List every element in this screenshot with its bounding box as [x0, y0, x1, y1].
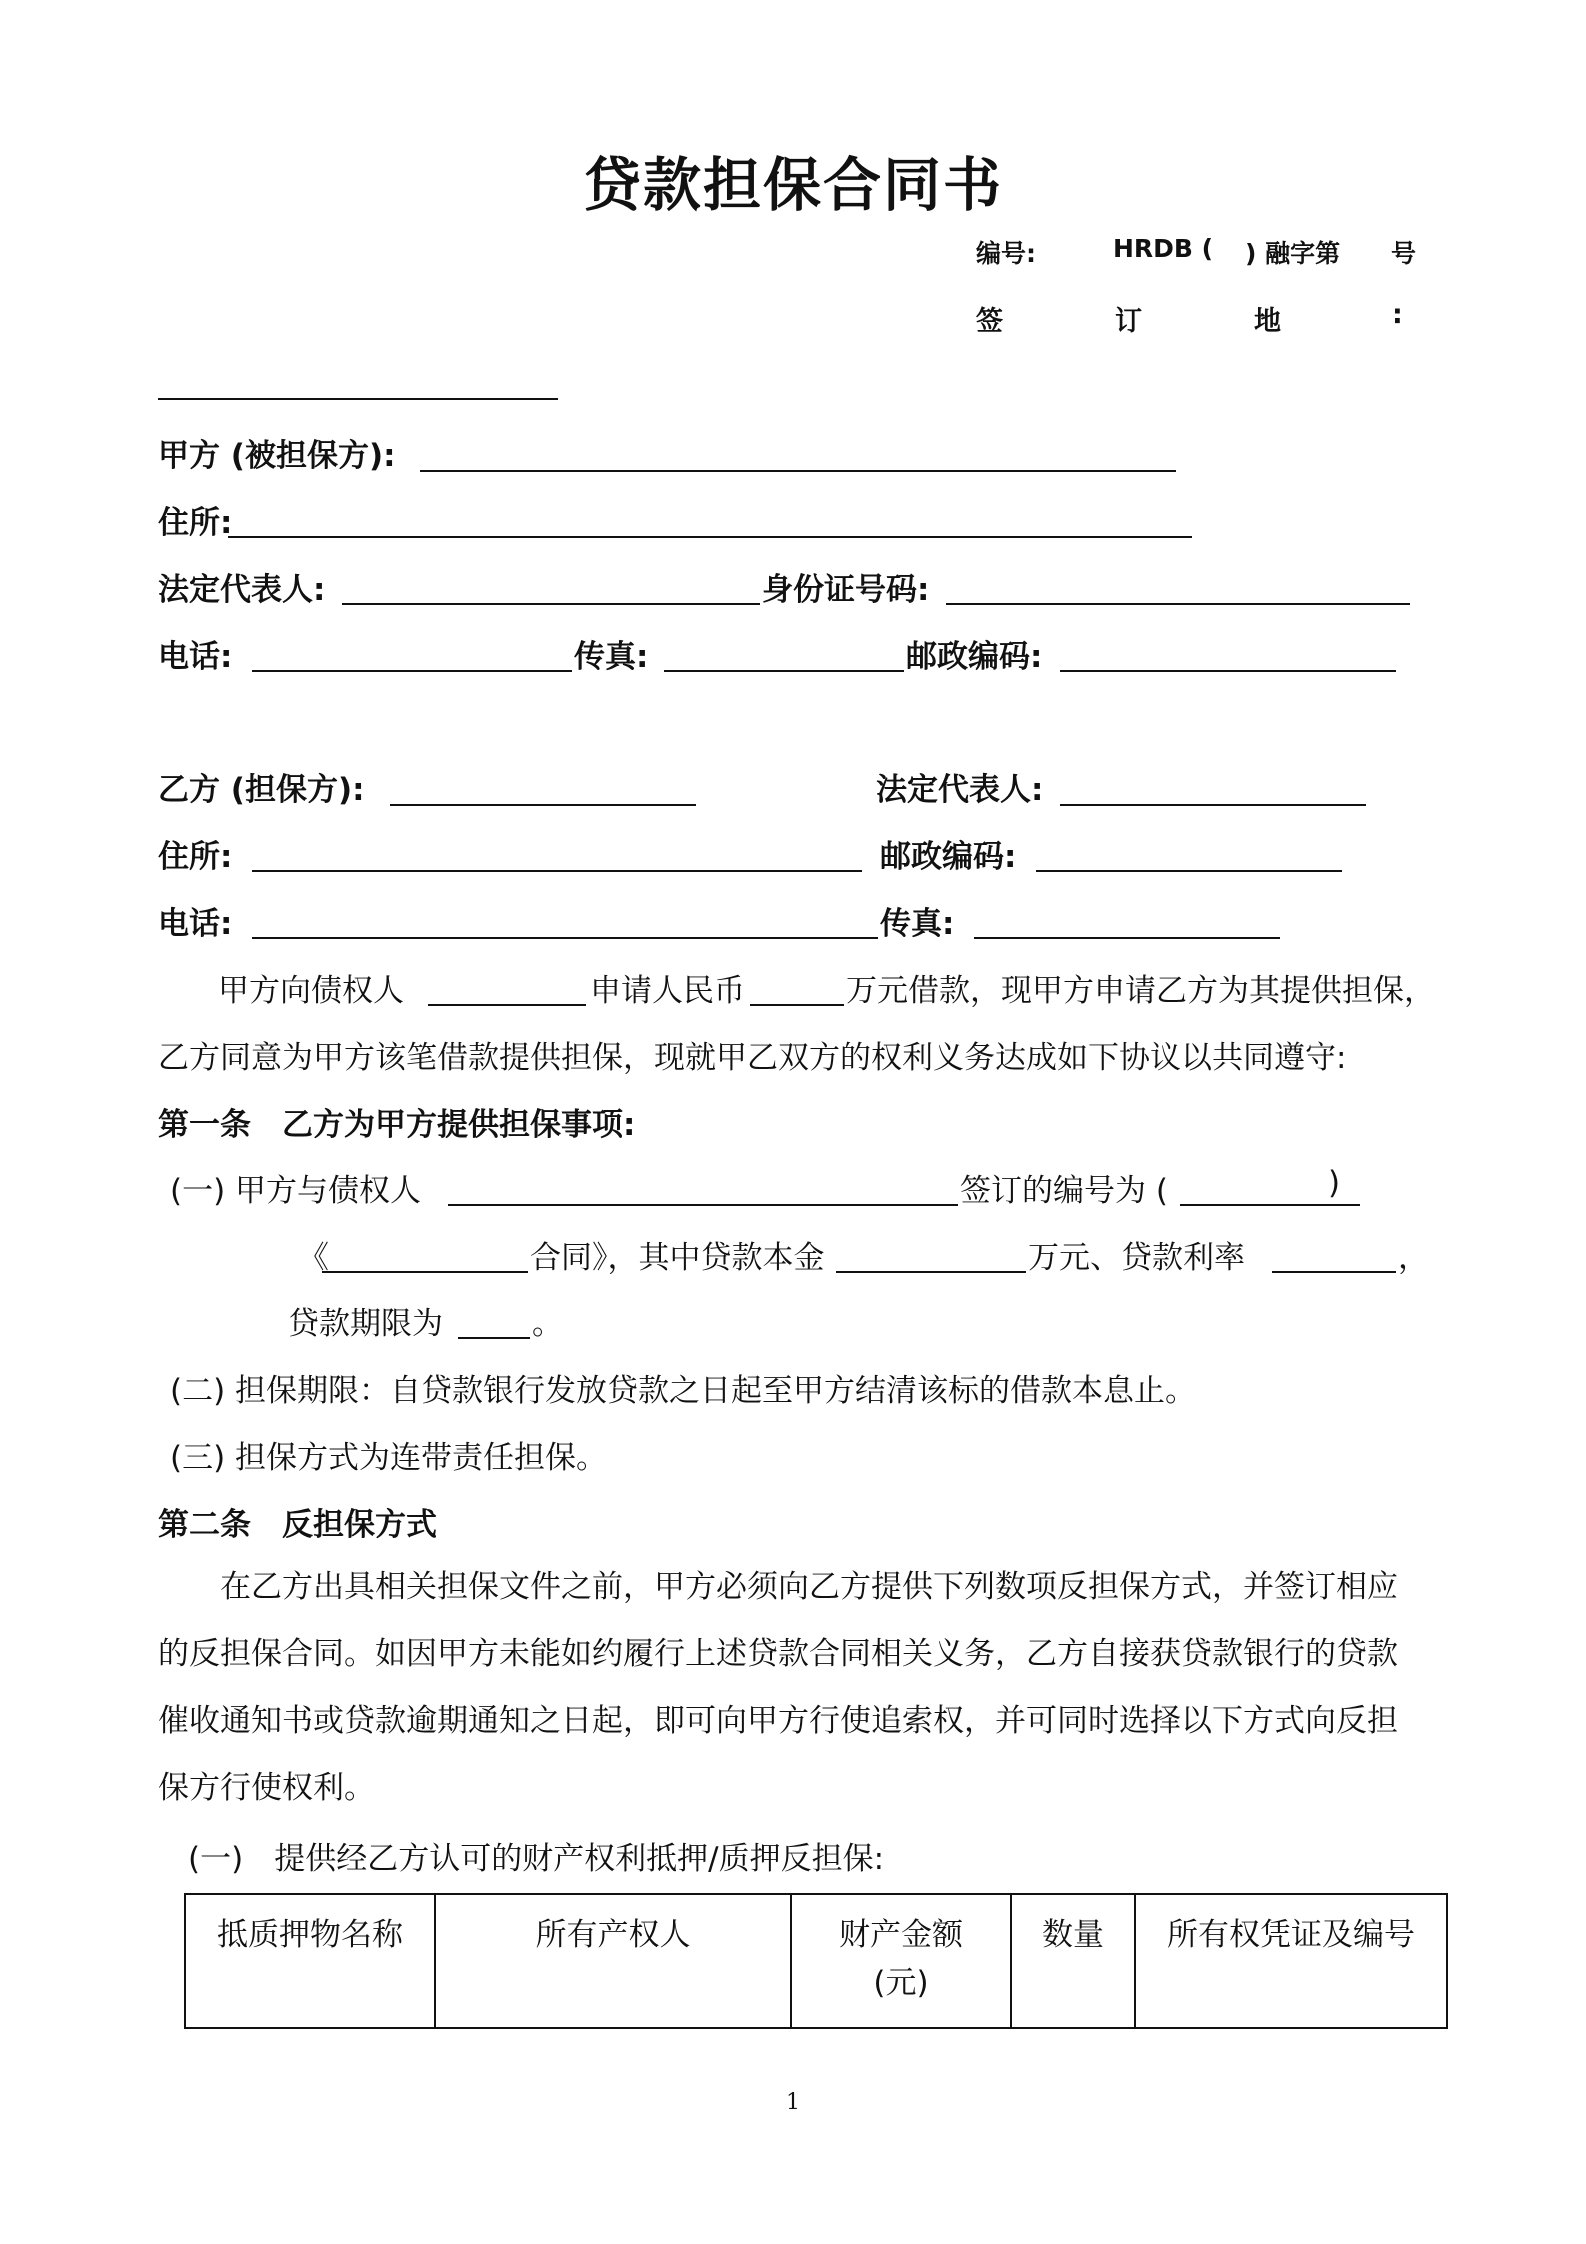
party-a-address-blank[interactable] — [228, 536, 1192, 538]
sign-place-char-1: 签 — [976, 306, 1003, 337]
number-suffix: ) 融字第 — [1245, 239, 1341, 268]
table-row — [185, 1894, 1447, 2028]
sign-place-char-2: 订 — [1115, 306, 1142, 337]
article-2-heading: 第二条 反担保方式 — [158, 1507, 437, 1543]
article-1-item-1-text-f: 万元、贷款利率 — [1028, 1240, 1245, 1276]
article-1-item-1-text-g: ， — [1398, 1240, 1429, 1276]
sign-place-blank[interactable] — [158, 398, 558, 400]
party-a-fax-blank[interactable] — [664, 670, 904, 672]
table-header-amount: 财产金额 (元) — [791, 1894, 1011, 2028]
party-b-postcode-blank[interactable] — [1036, 870, 1342, 872]
table-header-owner: 所有产权人 — [435, 1894, 791, 2028]
table-header-quantity: 数量 — [1011, 1894, 1135, 2028]
intro-amount-blank[interactable] — [750, 1004, 844, 1006]
intro-text-3: 万元借款，现甲方申请乙方为其提供担保， — [846, 973, 1435, 1009]
number-end: 号 — [1391, 239, 1417, 268]
article-1-rate-blank[interactable] — [1272, 1271, 1396, 1273]
number-label: 编号: — [976, 239, 1036, 268]
party-b-address-blank[interactable] — [252, 870, 862, 872]
pledge-table — [184, 1893, 1448, 2029]
party-b-phone-label: 电话: — [158, 906, 233, 942]
party-b-rep-blank[interactable] — [1060, 804, 1366, 806]
number-code: HRDB ( — [1113, 234, 1214, 263]
article-1-term-blank[interactable] — [458, 1337, 530, 1339]
intro-text-4: 乙方同意为甲方该笔借款提供担保，现就甲乙双方的权利义务达成如下协议以共同遵守: — [158, 1040, 1347, 1076]
party-b-name-label: 乙方 (担保方): — [158, 772, 365, 808]
sign-place-char-4: : — [1392, 299, 1403, 330]
party-a-id-label: 身份证号码: — [762, 572, 930, 608]
intro-creditor-blank[interactable] — [428, 1004, 586, 1006]
table-header-name: 抵质押物名称 — [185, 1894, 435, 2028]
article-1-item-1-text-d: 《 — [298, 1240, 329, 1276]
article-1-heading: 第一条 乙方为甲方提供担保事项: — [158, 1107, 636, 1143]
article-1-item-1-text-i: 。 — [532, 1306, 563, 1342]
article-1-contract-blank[interactable] — [322, 1271, 528, 1273]
party-a-postcode-blank[interactable] — [1060, 670, 1396, 672]
party-b-postcode-label: 邮政编码: — [880, 839, 1017, 875]
article-1-item-1-text-e: 合同》，其中贷款本金 — [530, 1240, 825, 1276]
article-2-paragraph-text: 在乙方出具相关担保文件之前，甲方必须向乙方提供下列数项反担保方式，并签订相应的反担保合同。如因甲方未能如约履行上述贷款合同相关义务，乙方自接获贷款银行的贷款催收通知书或贷款逾期通知之日起，即可向甲方行使追索权，并可同时选择以下方式向反担保方行使权利。 — [158, 1569, 1398, 1806]
party-b-fax-label: 传真: — [880, 906, 955, 942]
intro-text-1: 甲方向债权人 — [218, 973, 404, 1009]
article-1-item-1-text-c: ) — [1328, 1165, 1341, 1201]
party-b-name-blank[interactable] — [390, 804, 696, 806]
document-title: 贷款担保合同书 — [582, 151, 1003, 219]
party-a-fax-label: 传真: — [574, 639, 649, 675]
party-a-address-label: 住所: — [158, 505, 233, 541]
article-1-item-1-text-a: (一) 甲方与债权人 — [170, 1173, 422, 1209]
party-a-rep-blank[interactable] — [342, 603, 760, 605]
article-1-principal-blank[interactable] — [836, 1271, 1026, 1273]
article-2-item-1: (一) 提供经乙方认可的财产权利抵押/质押反担保: — [188, 1841, 885, 1877]
party-b-fax-blank[interactable] — [974, 937, 1280, 939]
party-a-postcode-label: 邮政编码: — [906, 639, 1043, 675]
article-2-paragraph — [158, 1554, 1426, 1822]
party-a-name-label: 甲方 (被担保方): — [158, 438, 396, 474]
article-1-creditor-blank[interactable] — [448, 1204, 958, 1206]
intro-text-2: 申请人民币 — [590, 973, 745, 1009]
table-header-amount-unit: (元) — [873, 1965, 929, 2001]
party-a-phone-blank[interactable] — [252, 670, 572, 672]
party-a-id-blank[interactable] — [946, 603, 1410, 605]
party-a-phone-label: 电话: — [158, 639, 233, 675]
article-1-item-2: (二) 担保期限：自贷款银行发放贷款之日起至甲方结清该标的借款本息止。 — [170, 1373, 1197, 1409]
party-b-phone-blank[interactable] — [252, 937, 878, 939]
article-1-item-3: (三) 担保方式为连带责任担保。 — [170, 1440, 608, 1476]
party-a-rep-label: 法定代表人: — [158, 572, 326, 608]
party-b-address-label: 住所: — [158, 839, 233, 875]
article-1-number-blank[interactable] — [1180, 1204, 1360, 1206]
sign-place-char-3: 地 — [1254, 306, 1281, 337]
page-number: 1 — [786, 2090, 800, 2115]
article-1-item-1-text-h: 贷款期限为 — [288, 1306, 443, 1342]
article-1-item-1-text-b: 签订的编号为 ( — [960, 1173, 1168, 1209]
table-header-certificate: 所有权凭证及编号 — [1135, 1894, 1447, 2028]
party-b-rep-label: 法定代表人: — [876, 772, 1044, 808]
party-a-name-blank[interactable] — [420, 470, 1176, 472]
